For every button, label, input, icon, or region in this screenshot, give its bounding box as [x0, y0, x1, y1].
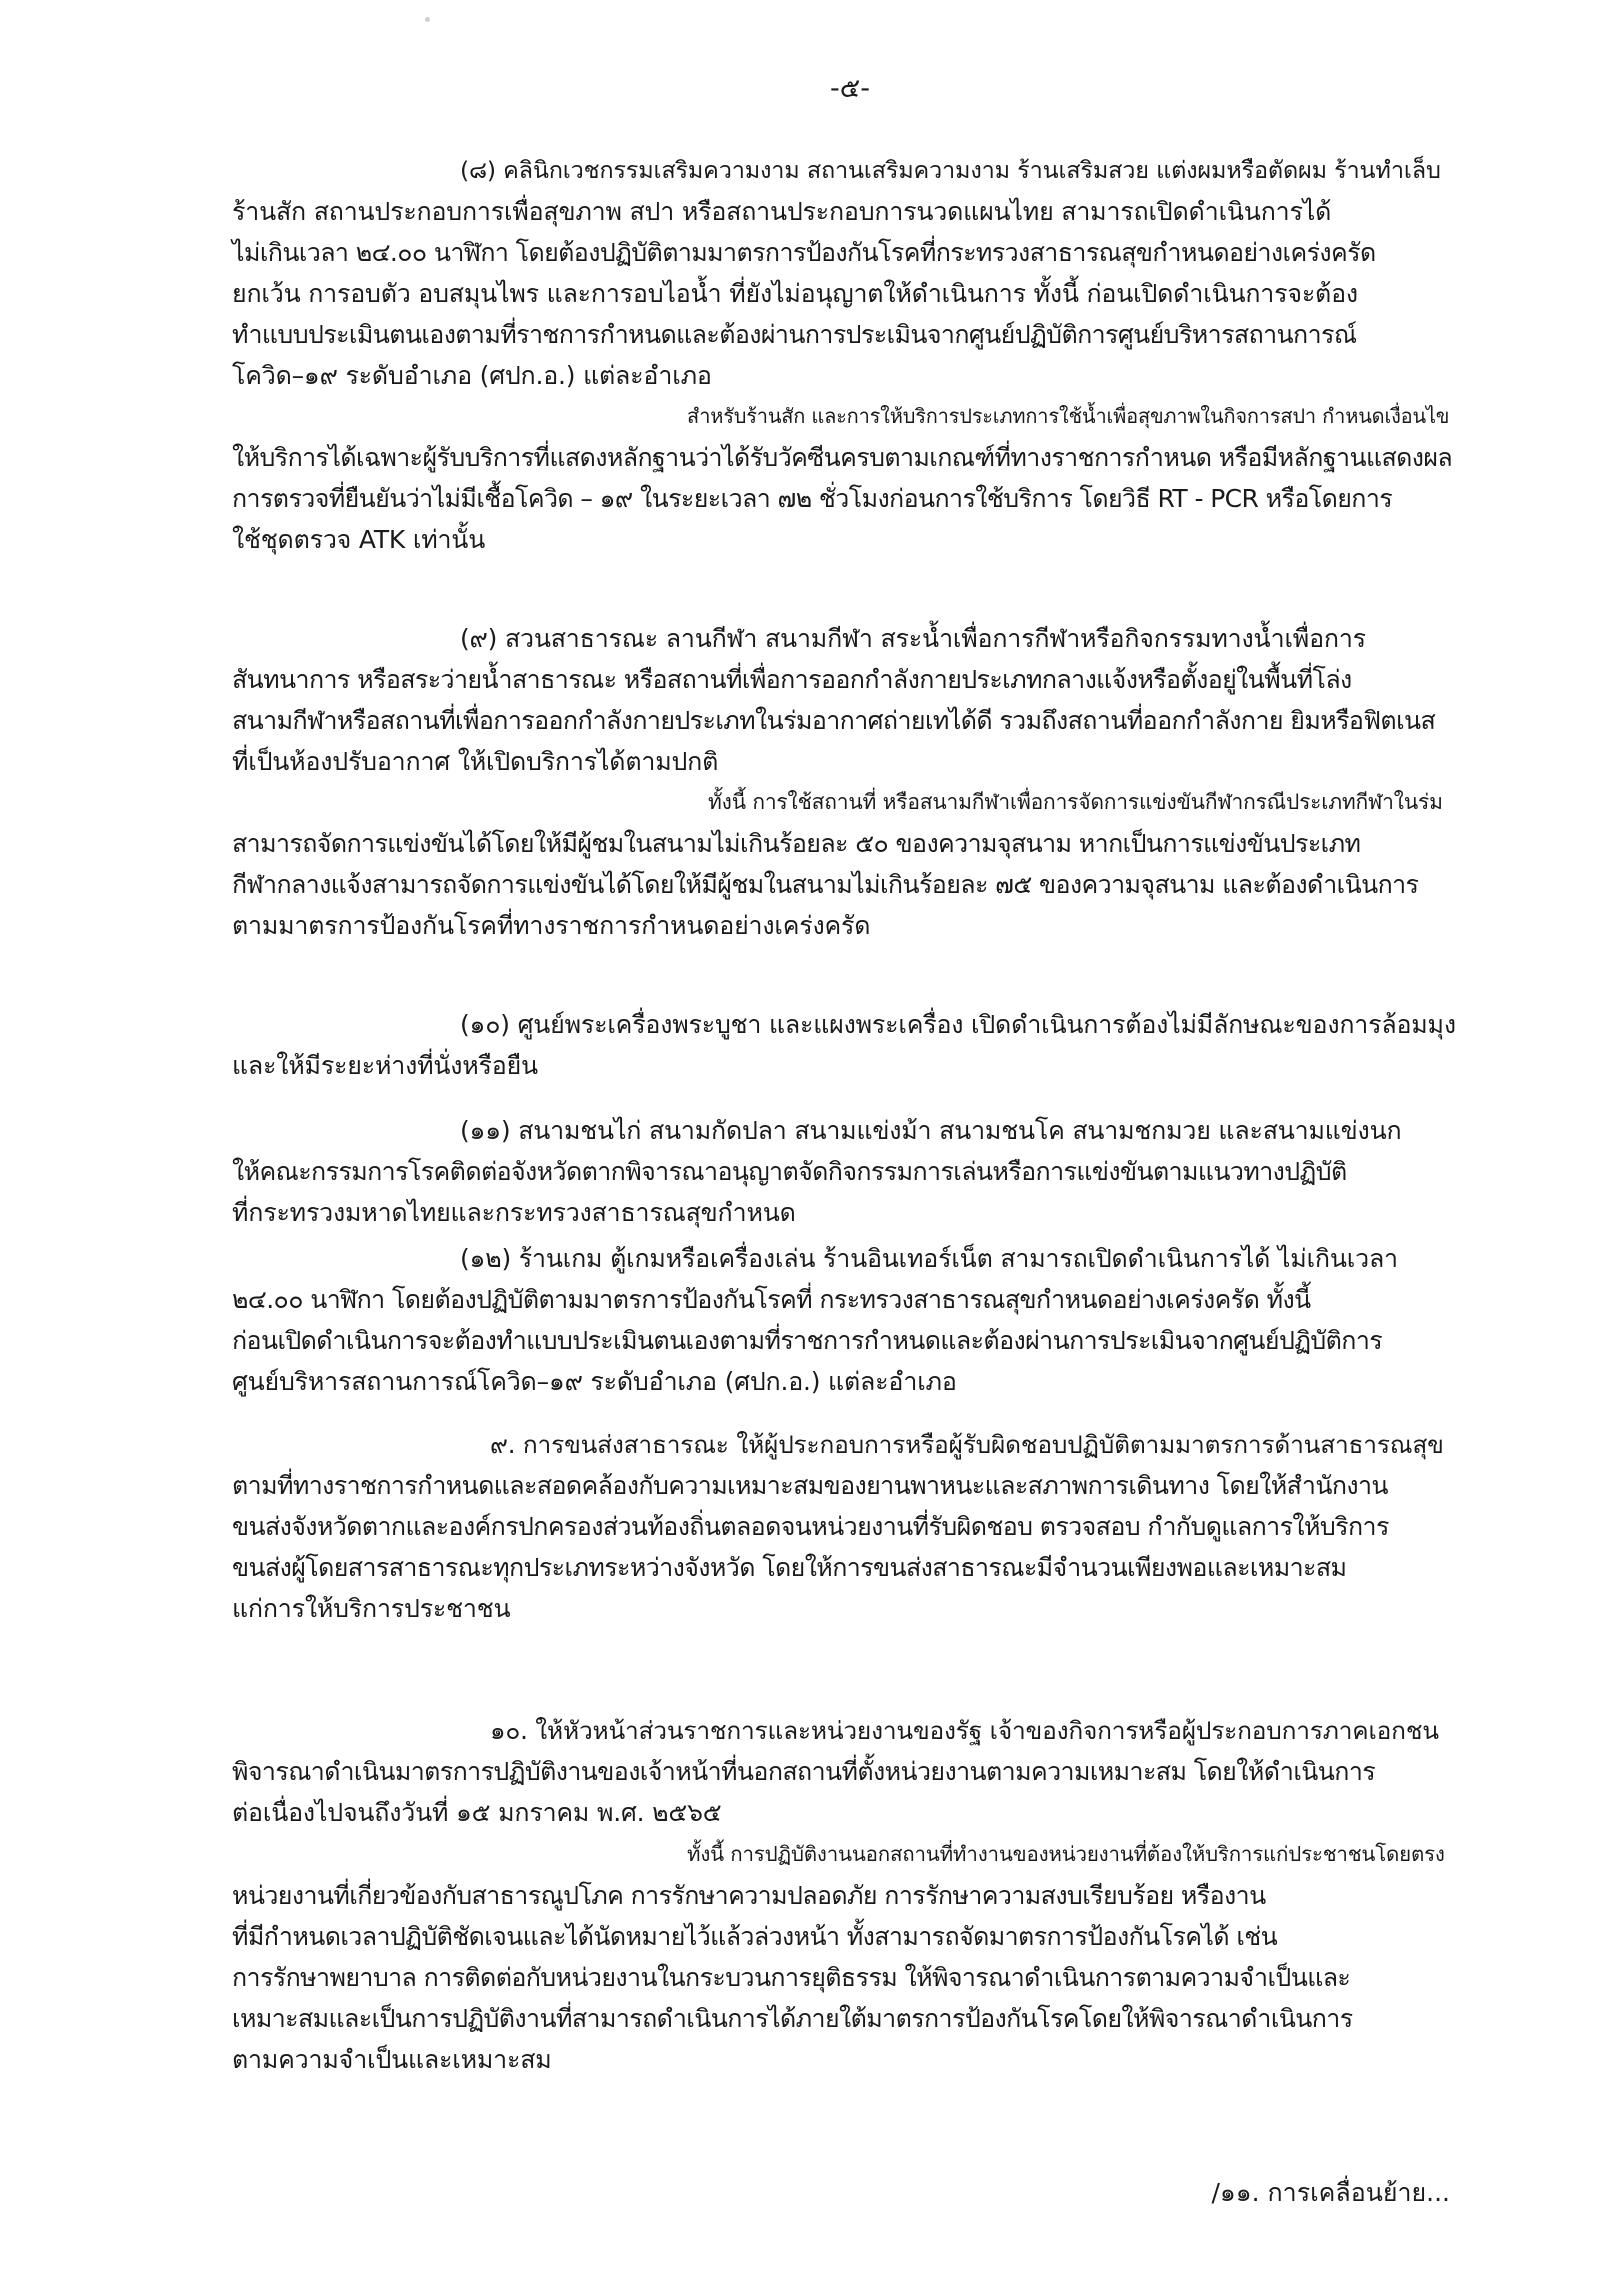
paragraph-section-10-detail	[232, 1834, 1457, 2080]
paragraph-item-9	[232, 618, 1457, 782]
text-line: และให้มีระยะห่างที่นั่งหรือยืน	[232, 1051, 538, 1080]
text-line: ตามความจำเป็นและเหมาะสม	[232, 2045, 552, 2074]
text-line: ๒๔.๐๐ นาฬิกา โดยต้องปฏิบัติตามมาตรการป้องกันโรคที่ กระทรวงสาธารณสุขกำหนดอย่างเคร่งครัด ทั้งนี้	[232, 1285, 1311, 1314]
text-line: ให้คณะกรรมการโรคติดต่อจังหวัดตากพิจารณาอนุญาตจัดกิจกรรมการเล่นหรือการแข่งขันตามแนวทางปฏิบัติ	[232, 1157, 1347, 1186]
text-line: ๑๐. ให้หัวหน้าส่วนราชการและหน่วยงานของรัฐ เจ้าของกิจการหรือผู้ประกอบการภาคเอกชน	[490, 1716, 1439, 1745]
paragraph-item-8-tattoo-spa	[232, 396, 1457, 560]
text-line: ตามที่ทางราชการกำหนดและสอดคล้องกับความเหมาะสมของยานพาหนะและสภาพการเดินทาง โดยให้สำนักงาน	[232, 1471, 1388, 1500]
text-line: ที่เป็นห้องปรับอากาศ ให้เปิดบริการได้ตามปกติ	[232, 747, 719, 776]
continuation-marker: /๑๑. การเคลื่อนย้าย...	[1211, 2178, 1450, 2207]
text-line: ศูนย์บริหารสถานการณ์โควิด–๑๙ ระดับอำเภอ (ศปก.อ.) แต่ละอำเภอ	[232, 1367, 957, 1396]
paragraph-section-10	[232, 1710, 1457, 1833]
text-line: (๙) สวนสาธารณะ ลานกีฬา สนามกีฬา สระน้ำเพื่อการกีฬาหรือกิจกรรมทางน้ำเพื่อการ	[460, 624, 1366, 653]
paragraph-section-9	[232, 1424, 1457, 1629]
text-line: ทั้งนี้ การใช้สถานที่ หรือสนามกีฬาเพื่อการจัดการแข่งขันกีฬากรณีประเภทกีฬาในร่ม	[708, 790, 1443, 814]
text-line: สามารถจัดการแข่งขันได้โดยให้มีผู้ชมในสนามไม่เกินร้อยละ ๕๐ ของความจุสนาม หากเป็นการแข่งขันประเภท	[232, 829, 1361, 858]
text-line: เหมาะสมและเป็นการปฏิบัติงานที่สามารถดำเนินการได้ภายใต้มาตรการป้องกันโรคโดยให้พิจารณาดำเนินการ	[232, 2004, 1353, 2033]
text-line: หน่วยงานที่เกี่ยวข้องกับสาธารณูปโภค การรักษาความปลอดภัย การรักษาความสงบเรียบร้อย หรืองาน	[232, 1881, 1266, 1910]
text-line: สนามกีฬาหรือสถานที่เพื่อการออกกำลังกายประเภทในร่มอากาศถ่ายเทได้ดี รวมถึงสถานที่ออกกำลังกาย ยิมหรือฟิตเนส	[232, 706, 1436, 735]
text-line: กีฬากลางแจ้งสามารถจัดการแข่งขันได้โดยให้มีผู้ชมในสนามไม่เกินร้อยละ ๗๕ ของความจุสนาม และต้องดำเนินการ	[232, 870, 1419, 899]
text-line: ที่มีกำหนดเวลาปฏิบัติชัดเจนและได้นัดหมายไว้แล้วล่วงหน้า ทั้งสามารถจัดมาตรการป้องกันโรคได้ เช่น	[232, 1922, 1278, 1951]
text-line: สันทนาการ หรือสระว่ายน้ำสาธารณะ หรือสถานที่เพื่อการออกกำลังกายประเภทกลางแจ้งหรือตั้งอยู่ในพื้นที่โล่ง	[232, 665, 1352, 694]
text-line: ก่อนเปิดดำเนินการจะต้องทำแบบประเมินตนเองตามที่ราชการกำหนดและต้องผ่านการประเมินจากศูนย์ปฏิบัติการ	[232, 1326, 1383, 1355]
paragraph-item-10	[232, 1004, 1457, 1086]
text-line: (๑๒) ร้านเกม ตู้เกมหรือเครื่องเล่น ร้านอินเทอร์เน็ต สามารถเปิดดำเนินการได้ ไม่เกินเวลา	[460, 1244, 1398, 1273]
text-line: ใช้ชุดตรวจ ATK เท่านั้น	[232, 525, 486, 554]
text-line: ทำแบบประเมินตนเองตามที่ราชการกำหนดและต้องผ่านการประเมินจากศูนย์ปฏิบัติการศูนย์บริหารสถานการณ์	[232, 320, 1357, 349]
text-line: ต่อเนื่องไปจนถึงวันที่ ๑๕ มกราคม พ.ศ. ๒๕๖๕	[232, 1798, 722, 1827]
text-line: การรักษาพยาบาล การติดต่อกับหน่วยงานในกระบวนการยุติธรรม ให้พิจารณาดำเนินการตามความจำเป็นและ	[232, 1963, 1351, 1992]
text-line: ไม่เกินเวลา ๒๔.๐๐ นาฬิกา โดยต้องปฏิบัติตามมาตรการป้องกันโรคที่กระทรวงสาธารณสุขกำหนดอย่างเคร่งครัด	[232, 238, 1376, 267]
text-line: ทั้งนี้ การปฏิบัติงานนอกสถานที่ทำงานของหน่วยงานที่ต้องให้บริการแก่ประชาชนโดยตรง	[687, 1842, 1445, 1866]
text-line: พิจารณาดำเนินมาตรการปฏิบัติงานของเจ้าหน้าที่นอกสถานที่ตั้งหน่วยงานตามความเหมาะสม โดยให้ดำเนินการ	[232, 1757, 1376, 1786]
page-number: -๕-	[830, 73, 870, 104]
text-line: (๑๑) สนามชนไก่ สนามกัดปลา สนามแข่งม้า สนามชนโค สนามชกมวย และสนามแข่งนก	[460, 1116, 1402, 1145]
text-line: ตามมาตรการป้องกันโรคที่ทางราชการกำหนดอย่างเคร่งครัด	[232, 911, 871, 940]
paragraph-item-9-competition	[232, 782, 1457, 946]
text-line: ร้านสัก สถานประกอบการเพื่อสุขภาพ สปา หรือสถานประกอบการนวดแผนไทย สามารถเปิดดำเนินการได้	[232, 197, 1332, 226]
text-line: ที่กระทรวงมหาดไทยและกระทรวงสาธารณสุขกำหนด	[232, 1198, 796, 1227]
text-line: (๑๐) ศูนย์พระเครื่องพระบูชา และแผงพระเครื่อง เปิดดำเนินการต้องไม่มีลักษณะของการล้อมมุง	[460, 1010, 1456, 1039]
paragraph-item-8	[232, 150, 1457, 396]
text-line: ขนส่งผู้โดยสารสาธารณะทุกประเภทระหว่างจังหวัด โดยให้การขนส่งสาธารณะมีจำนวนเพียงพอและเหมาะสม	[232, 1553, 1347, 1582]
text-line: (๘) คลินิกเวชกรรมเสริมความงาม สถานเสริมความงาม ร้านเสริมสวย แต่งผมหรือตัดผม ร้านทำเล็บ	[460, 156, 1441, 184]
text-line: ๙. การขนส่งสาธารณะ ให้ผู้ประกอบการหรือผู้รับผิดชอบปฏิบัติตามมาตรการด้านสาธารณสุข	[490, 1430, 1444, 1459]
text-line: แก่การให้บริการประชาชน	[232, 1594, 511, 1623]
text-line: ให้บริการได้เฉพาะผู้รับบริการที่แสดงหลักฐานว่าได้รับวัคซีนครบตามเกณฑ์ที่ทางราชการกำหนด หรือมีหลักฐานแสดงผล	[232, 443, 1453, 472]
text-line: สำหรับร้านสัก และการให้บริการประเภทการใช้น้ำเพื่อสุขภาพในกิจการสปา กำหนดเงื่อนไข	[687, 404, 1450, 428]
text-line: ขนส่งจังหวัดตากและองค์กรปกครองส่วนท้องถิ่นตลอดจนหน่วยงานที่รับผิดชอบ ตรวจสอบ กำกับดูแลการให้บริการ	[232, 1512, 1389, 1541]
scan-speck	[425, 17, 430, 22]
paragraph-item-11	[232, 1110, 1457, 1233]
text-line: โควิด–๑๙ ระดับอำเภอ (ศปก.อ.) แต่ละอำเภอ	[232, 361, 712, 390]
text-line: ยกเว้น การอบตัว อบสมุนไพร และการอบไอน้ำ ที่ยังไม่อนุญาตให้ดำเนินการ ทั้งนี้ ก่อนเปิดดำเนินการจะต้อง	[232, 279, 1358, 308]
paragraph-item-12	[232, 1238, 1457, 1402]
text-line: การตรวจที่ยืนยันว่าไม่มีเชื้อโควิด – ๑๙ ในระยะเวลา ๗๒ ชั่วโมงก่อนการใช้บริการ โดยวิธี RT - PCR หรือโดยการ	[232, 484, 1393, 513]
